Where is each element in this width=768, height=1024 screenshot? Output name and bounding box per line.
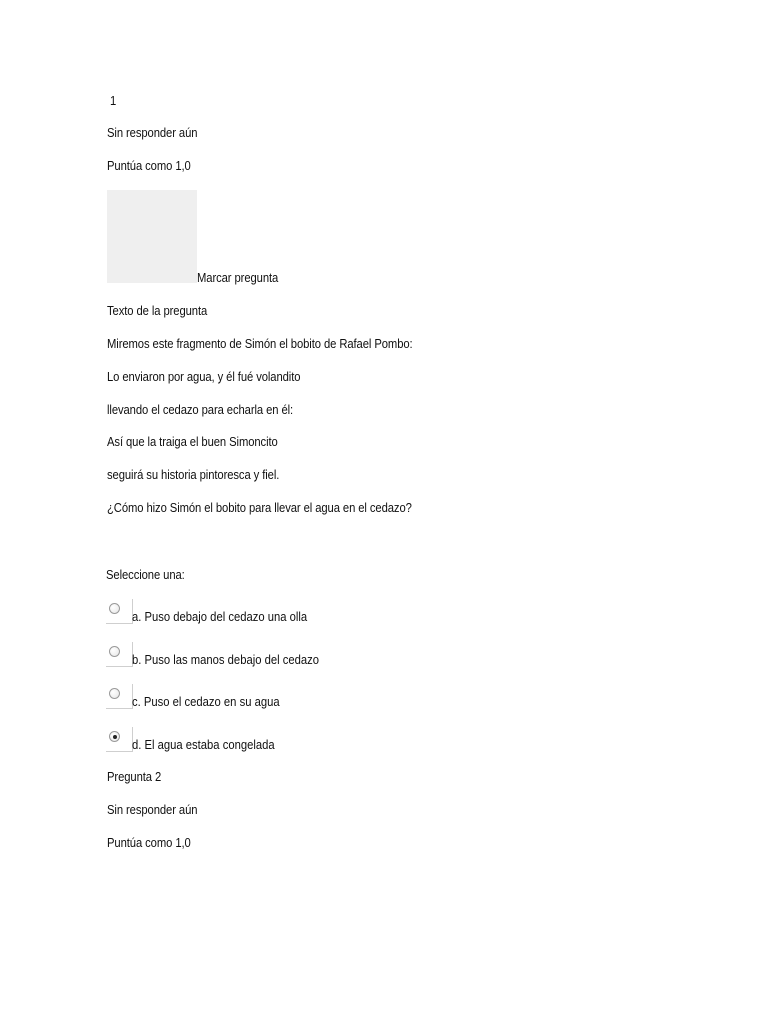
question-text-heading: Texto de la pregunta [107,304,208,318]
question-2-score: Puntúa como 1,0 [107,836,191,850]
radio-cell [106,599,133,624]
question-2-status: Sin responder aún [107,803,198,817]
flag-question-link[interactable]: Marcar pregunta [197,271,279,285]
question-number: 1 [110,94,117,108]
question-score: Puntúa como 1,0 [107,159,191,173]
verse-line: seguirá su historia pintoresca y fiel. [107,468,280,482]
answer-option-d[interactable] [106,727,506,753]
answer-option-label[interactable]: c. Puso el cedazo en su agua [132,695,280,709]
answer-option-c[interactable] [106,684,506,710]
question-intro: Miremos este fragmento de Simón el bobito de Rafael Pombo: [107,337,413,351]
flag-image-placeholder[interactable] [107,190,197,283]
answer-option-b[interactable] [106,642,506,668]
radio-cell [106,684,133,709]
verse-line: Así que la traiga el buen Simoncito [107,435,278,449]
answer-option-label[interactable]: d. El agua estaba congelada [132,738,275,752]
radio-cell [106,727,133,752]
question-prompt: ¿Cómo hizo Simón el bobito para llevar el agua en el cedazo? [107,501,412,515]
radio-button-selected[interactable] [109,731,120,742]
verse-line: llevando el cedazo para echarla en él: [107,403,294,417]
radio-button[interactable] [109,603,120,614]
radio-button[interactable] [109,688,120,699]
verse-line: Lo enviaron por agua, y él fué volandito [107,370,301,384]
select-one-label: Seleccione una: [106,568,185,582]
question-2-title: Pregunta 2 [107,770,162,784]
answer-option-label[interactable]: b. Puso las manos debajo del cedazo [132,653,320,667]
question-status: Sin responder aún [107,126,198,140]
radio-button[interactable] [109,646,120,657]
answer-option-label[interactable]: a. Puso debajo del cedazo una olla [132,610,308,624]
radio-cell [106,642,133,667]
answer-option-a[interactable] [106,599,506,625]
